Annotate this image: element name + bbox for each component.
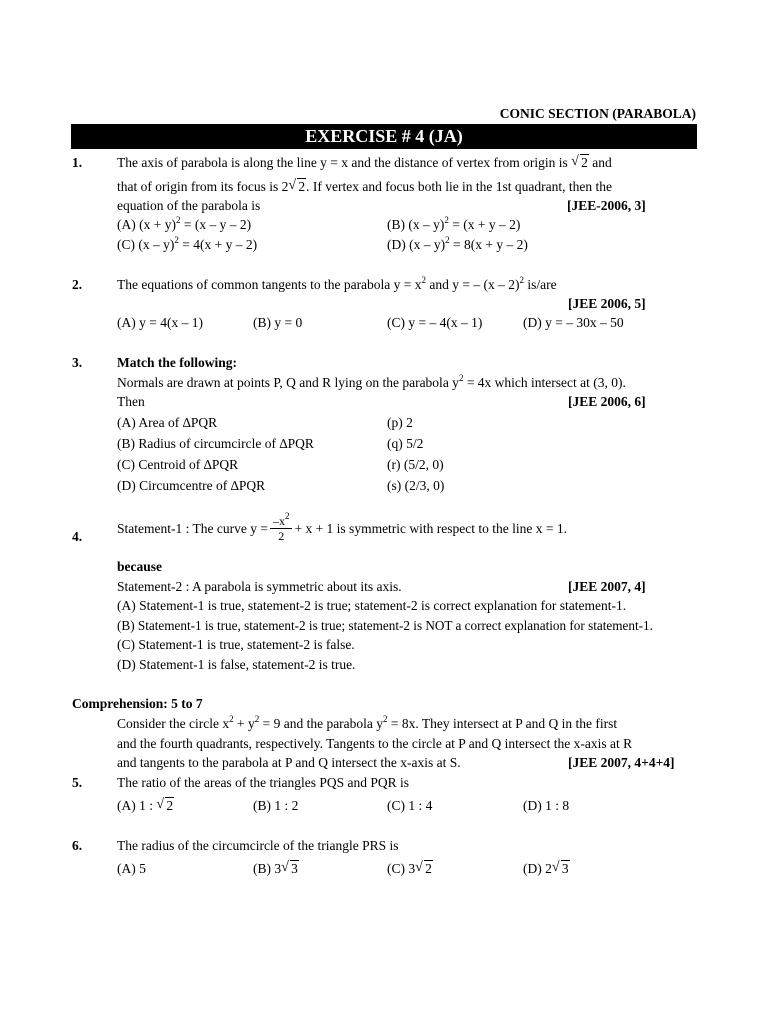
question-text-line: equation of the parabola is: [117, 198, 261, 213]
because-label: because: [117, 559, 162, 574]
sqrt-symbol: √ 2: [156, 798, 174, 814]
option-a: (A) 5: [117, 861, 146, 876]
option-b: (B) (x – y)$^2$ = (x + y – 2): [387, 215, 521, 232]
question-number: 4.: [72, 529, 83, 544]
option-c: (C) 3√ 2: [387, 861, 433, 877]
question-number: 2.: [72, 277, 83, 292]
option-b: (B) y = 0: [253, 315, 303, 330]
match-left-item: (A) Area of ∆PQR: [117, 415, 218, 430]
fraction: $\frac{-x^2}{2}$: [270, 514, 293, 543]
option-c: (C) (x – y)$^2$ = 4(x + y – 2): [117, 235, 258, 252]
match-right-item: (q) 5/2: [387, 436, 424, 451]
option-a: (A) $(x + y)^2 = (x - y - 2)$: [117, 215, 252, 232]
option-c: (C) 1 : 4: [387, 798, 433, 813]
option-d: (D) y = – 30x – 50: [523, 315, 624, 330]
sqrt-symbol: √ 2: [415, 861, 433, 877]
sqrt-symbol: √ 2: [288, 179, 306, 195]
match-left-item: (D) Circumcentre of ∆PQR: [117, 478, 266, 493]
match-left-item: (C) Centroid of ∆PQR: [117, 457, 239, 472]
question-text-line: The equations of common tangents to the parabola $y = x^2$ and y = – (x – 2)$^2$ is/are: [117, 275, 557, 292]
question-text-line: that of origin from its focus is 2√ 2. If vertex and focus both lie in the 1st quadrant, then the: [117, 179, 612, 195]
option-c: (C) Statement-1 is true, statement-2 is false.: [117, 637, 355, 652]
option-a: (A) 1 : √ 2: [117, 798, 174, 814]
question-heading: Match the following:: [117, 355, 237, 370]
match-right-item: (p) 2: [387, 415, 413, 430]
comprehension-text-line: and the fourth quadrants, respectively. Tangents to the circle at P and Q intersect the x-axis at R: [117, 736, 633, 751]
exercise-banner: EXERCISE # 4 (JA): [71, 124, 697, 149]
option-d: (D) (x – y)$^2$ = 8(x + y – 2): [387, 235, 528, 252]
match-right-item: (r) (5/2, 0): [387, 457, 444, 472]
exam-reference: [JEE 2006, 6]: [568, 394, 646, 409]
question-text-line: Normals are drawn at points P, Q and R lying on the parabola $y^2 = 4x$ which intersect at (3, 0).: [117, 373, 626, 390]
question-text-line: Statement-2 : A parabola is symmetric about its axis.: [117, 579, 402, 594]
question-text-line: The axis of parabola is along the line y = x and the distance of vertex from origin is √ 2 and: [117, 155, 612, 171]
question-number: 1.: [72, 155, 83, 170]
comprehension-text-line: and tangents to the parabola at P and Q intersect the x-axis at S.: [117, 755, 461, 770]
exam-reference: [JEE 2006, 5]: [568, 296, 646, 311]
option-c: (C) y = – 4(x – 1): [387, 315, 483, 330]
exam-reference: [JEE 2007, 4+4+4]: [568, 755, 675, 770]
exam-reference: [JEE 2007, 4]: [568, 579, 646, 594]
question-text-line: The radius of the circumcircle of the triangle PRS is: [117, 838, 399, 853]
comprehension-title: Comprehension: 5 to 7: [72, 696, 203, 711]
sqrt-symbol: √ 3: [552, 861, 570, 877]
sqrt-symbol: √ 2: [571, 155, 589, 171]
question-text-line: Statement-1 : The curve y = $\frac{-x^2}{2}$ + x + 1 is symmetric with respect to the line x = 1.: [117, 511, 567, 543]
question-text-line: The ratio of the areas of the triangles PQS and PQR is: [117, 775, 410, 790]
question-number: 5.: [72, 775, 83, 790]
match-right-item: (s) (2/3, 0): [387, 478, 445, 493]
option-d: (D) 2√ 3: [523, 861, 570, 877]
question-number: 6.: [72, 838, 83, 853]
option-d: (D) Statement-1 is false, statement-2 is true.: [117, 657, 356, 672]
sqrt-symbol: √ 3: [281, 861, 299, 877]
comprehension-text-line: Consider the circle $x^2 + y^2 = 9$ and the parabola $y^2 = 8x$. They intersect at P and Q in the first: [117, 714, 618, 731]
question-number: 3.: [72, 355, 83, 370]
match-left-item: (B) Radius of circumcircle of ∆PQR: [117, 436, 314, 451]
exam-reference: [JEE-2006, 3]: [567, 198, 646, 213]
option-b: (B) 1 : 2: [253, 798, 299, 813]
option-b: (B) Statement-1 is true, statement-2 is true; statement-2 is NOT a correct explanation for statement-1.: [117, 618, 653, 633]
option-d: (D) 1 : 8: [523, 798, 570, 813]
option-a: (A) Statement-1 is true, statement-2 is true; statement-2 is correct explanation for statement-1.: [117, 598, 627, 613]
option-b: (B) 3√ 3: [253, 861, 299, 877]
chapter-title: CONIC SECTION (PARABOLA): [499, 106, 696, 121]
option-a: (A) y = 4(x – 1): [117, 315, 203, 330]
question-text-line: Then: [117, 394, 145, 409]
